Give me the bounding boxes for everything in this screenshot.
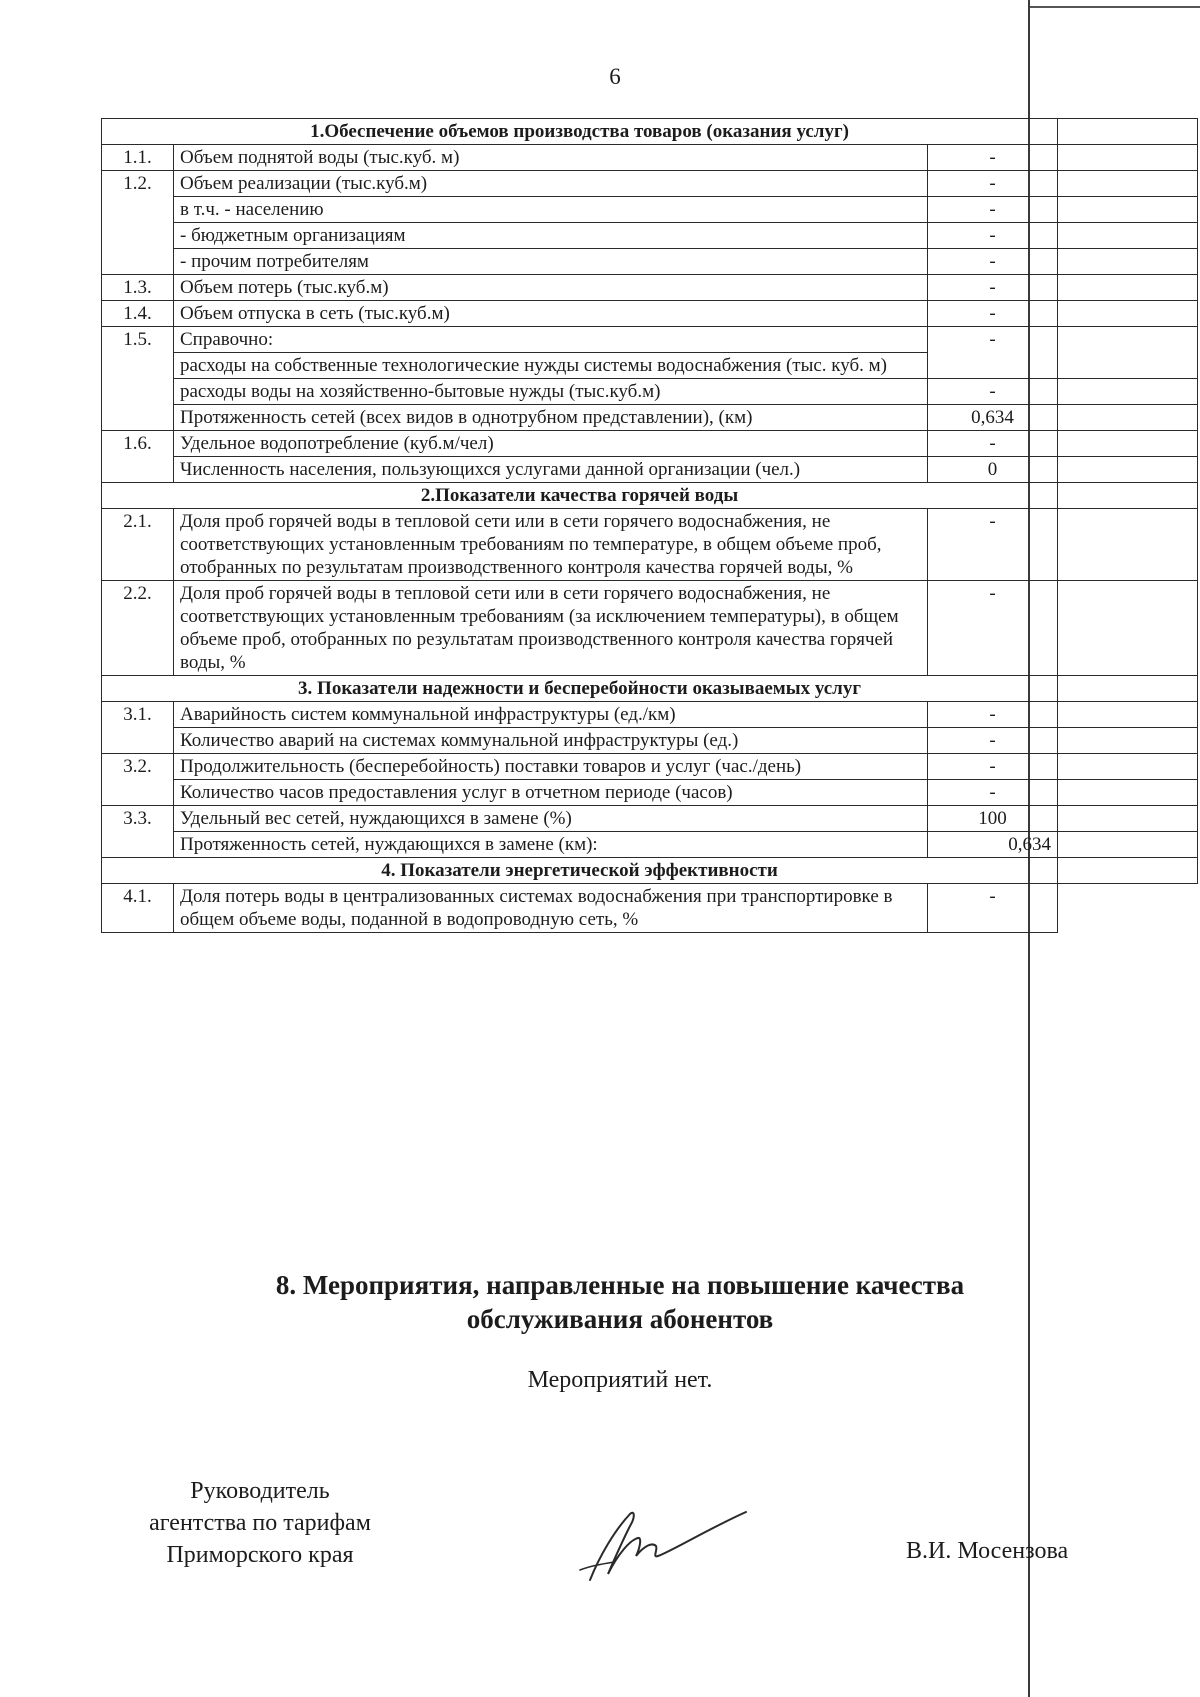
row-value: 0,634 [928,405,1058,431]
section-8-title-line: 8. Мероприятия, направленные на повышение качества [275,1270,965,1300]
row-number: 1.6. [102,431,174,483]
signature-image [570,1500,750,1590]
section-title: 2.Показатели качества горячей воды [102,483,1058,509]
row-number: 2.2. [102,581,174,676]
table-row [102,754,1198,780]
row-label: Количество аварий на системах коммунальной инфраструктуры (ед.) [174,728,928,754]
table-row [102,806,1198,832]
row-label: Объем поднятой воды (тыс.куб. м) [174,145,928,171]
table-row [102,832,1198,858]
signer-name: В.И. Мосензова [906,1538,1069,1564]
row-value: 100 [928,806,1058,832]
table-row [102,197,1198,223]
table-row [102,379,1198,405]
row-number: 1.4. [102,301,174,327]
row-number: 1.5. [102,327,174,431]
row-label: Объем потерь (тыс.куб.м) [174,275,928,301]
signer-position-line: агентства по тарифам [149,1510,371,1536]
row-label: Удельный вес сетей, нуждающихся в замене (%) [174,806,928,832]
table-row [102,431,1198,457]
row-label: Численность населения, пользующихся услугами данной организации (чел.) [174,457,928,483]
indicators-table [101,118,1198,933]
row-value: - [928,754,1058,780]
row-label: Количество часов предоставления услуг в отчетном периоде (часов) [174,780,928,806]
signer-position [110,1475,410,1571]
row-value: 0 [928,457,1058,483]
row-label: расходы воды на хозяйственно-бытовые нужды (тыс.куб.м) [174,379,928,405]
row-value: - [928,145,1058,171]
row-value: - [928,509,1058,581]
signer-position-line: Приморского края [166,1542,354,1568]
row-label: в т.ч. - населению [174,197,928,223]
table-row [102,223,1198,249]
row-number: 3.2. [102,754,174,806]
row-value: - [928,884,1058,933]
table-row [102,728,1198,754]
row-value: - [928,301,1058,327]
row-value: - [928,275,1058,301]
margin-top-line [1030,6,1200,8]
section-title: 1.Обеспечение объемов производства товаров (оказания услуг) [102,119,1058,145]
table-row [102,301,1198,327]
page-number: 6 [609,64,621,89]
row-label: Доля проб горячей воды в тепловой сети или в сети горячего водоснабжения, не соответствующих установленным требованиям (за исключением температуры), в общем объеме проб, отобранных по результатам производственного контроля качества горячей воды, % [174,581,928,676]
row-value: - [928,327,1058,379]
row-number: 1.2. [102,171,174,275]
section-header-row [102,858,1198,884]
row-value: - [928,223,1058,249]
table-row [102,275,1198,301]
section-8-title [160,1268,1080,1336]
row-label: - бюджетным организациям [174,223,928,249]
table-row [102,171,1198,197]
row-label: Продолжительность (бесперебойность) поставки товаров и услуг (час./день) [174,754,928,780]
row-number: 1.1. [102,145,174,171]
row-label: Протяженность сетей (всех видов в однотрубном представлении), (км) [174,405,928,431]
row-value: 0,634 [928,832,1058,858]
section-title: 3. Показатели надежности и бесперебойности оказываемых услуг [102,676,1058,702]
table-row [102,702,1198,728]
row-label: Объем отпуска в сеть (тыс.куб.м) [174,301,928,327]
row-value: - [928,780,1058,806]
row-number: 2.1. [102,509,174,581]
row-number: 3.3. [102,806,174,858]
row-label: Аварийность систем коммунальной инфраструктуры (ед./км) [174,702,928,728]
row-label: Доля проб горячей воды в тепловой сети или в сети горячего водоснабжения, не соответствующих установленным требованиям по температуре, в общем объеме проб, отобранных по результатам производственного контроля качества горячей воды, % [174,509,928,581]
table-row [102,509,1198,581]
section-title: 4. Показатели энергетической эффективности [102,858,1058,884]
row-label: расходы на собственные технологические нужды системы водоснабжения (тыс. куб. м) [174,353,928,379]
section-8-title-line: обслуживания абонентов [466,1304,774,1334]
section-header-row [102,119,1198,145]
table-row [102,457,1198,483]
no-events-text: Мероприятий нет. [527,1367,713,1393]
table-row [102,884,1198,933]
table-row [102,327,1198,353]
row-value: - [928,197,1058,223]
row-value: - [928,581,1058,676]
row-number: 1.3. [102,275,174,301]
row-label: Протяженность сетей, нуждающихся в замене (км): [174,832,928,858]
row-label: Доля потерь воды в централизованных системах водоснабжения при транспортировке в общем объеме воды, поданной в водопроводную сеть, % [174,884,928,933]
row-label: Справочно: [174,327,928,353]
table-row [102,405,1198,431]
row-value: - [928,379,1058,405]
table-row [102,780,1198,806]
row-number: 4.1. [102,884,174,933]
table-row [102,581,1198,676]
row-label: Удельное водопотребление (куб.м/чел) [174,431,928,457]
section-header-row [102,483,1198,509]
row-value: - [928,431,1058,457]
section-header-row [102,676,1198,702]
row-label: - прочим потребителям [174,249,928,275]
row-value: - [928,171,1058,197]
row-value: - [928,702,1058,728]
row-label: Объем реализации (тыс.куб.м) [174,171,928,197]
table-row [102,145,1198,171]
signer-position-line: Руководитель [190,1478,330,1504]
row-value: - [928,728,1058,754]
row-value: - [928,249,1058,275]
row-number: 3.1. [102,702,174,754]
table-row [102,249,1198,275]
